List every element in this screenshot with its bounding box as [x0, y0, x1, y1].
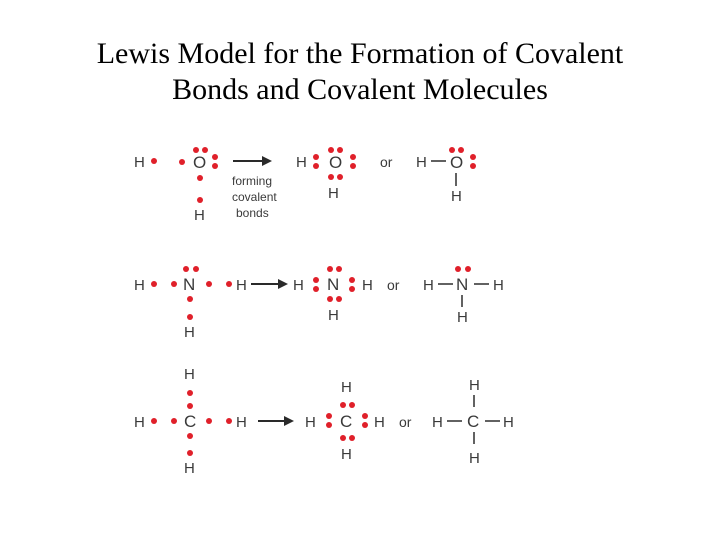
electron	[470, 154, 476, 160]
electron	[336, 266, 342, 272]
ammonia-structural-formula	[423, 266, 504, 326]
electron	[212, 163, 218, 169]
electron	[171, 418, 177, 424]
methane-formula-hydrogen-right: H	[503, 414, 514, 431]
ammonia-reactant-hydrogen-left: H	[134, 277, 145, 294]
electron	[313, 277, 319, 283]
electron	[350, 154, 356, 160]
methane-product-hydrogen-top: H	[341, 379, 352, 396]
electron	[340, 402, 346, 408]
electron	[449, 147, 455, 153]
water-reactant-oxygen: O	[193, 153, 207, 172]
electron	[151, 158, 157, 164]
methane-reactant-hydrogen-right: H	[236, 414, 247, 431]
title-line-2: Bonds and Covalent Molecules	[172, 73, 548, 106]
methane-formula-hydrogen-top: H	[469, 377, 480, 394]
electron	[171, 281, 177, 287]
water-formula-oxygen: O	[450, 153, 464, 172]
ammonia-product-hydrogen-right: H	[362, 277, 373, 294]
water-lewis-dot-structure	[296, 147, 356, 202]
ammonia-product-nitrogen: N	[327, 275, 340, 294]
water-product-oxygen: O	[329, 153, 343, 172]
electron	[458, 147, 464, 153]
methane-reactant-hydrogen-left: H	[134, 414, 145, 431]
electron	[193, 147, 199, 153]
electron	[179, 159, 185, 165]
ammonia-reactant-hydrogen-bottom: H	[184, 324, 195, 341]
ammonia-reactant-nitrogen: N	[183, 275, 196, 294]
electron	[326, 422, 332, 428]
methane-product-hydrogen-right: H	[374, 414, 385, 431]
electron	[328, 174, 334, 180]
electron	[362, 413, 368, 419]
ammonia-product-hydrogen-left: H	[293, 277, 304, 294]
water-reactant-hydrogen-left: H	[134, 154, 145, 171]
electron	[470, 163, 476, 169]
methane-reaction-arrow	[258, 416, 294, 426]
water-formula-hydrogen-bottom: H	[451, 188, 462, 205]
methane-reactants	[134, 366, 247, 477]
electron	[193, 266, 199, 272]
arrow-head	[284, 416, 294, 426]
methane-product-carbon: C	[340, 412, 353, 431]
electron	[327, 266, 333, 272]
methane-or-label: or	[399, 414, 412, 430]
electron	[226, 281, 232, 287]
forming-caption	[232, 174, 277, 220]
electron	[206, 281, 212, 287]
methane-lewis-dot-structure	[305, 379, 385, 463]
ammonia-reactants	[134, 266, 247, 341]
electron	[187, 390, 193, 396]
water-reactant-hydrogen-bottom: H	[194, 207, 205, 224]
ammonia-formula-hydrogen-left: H	[423, 277, 434, 294]
electron	[349, 286, 355, 292]
water-structural-formula	[416, 147, 476, 205]
electron	[187, 450, 193, 456]
title-line-1: Lewis Model for the Formation of Covalent	[96, 37, 624, 70]
electron	[151, 281, 157, 287]
water-product-hydrogen-left: H	[296, 154, 307, 171]
electron	[187, 314, 193, 320]
electron	[212, 154, 218, 160]
methane-formula-hydrogen-bottom: H	[469, 450, 480, 467]
methane-reactant-carbon: C	[184, 412, 197, 431]
electron	[349, 277, 355, 283]
methane-product-hydrogen-left: H	[305, 414, 316, 431]
electron	[202, 147, 208, 153]
arrow-head	[262, 156, 272, 166]
ammonia-or-label: or	[387, 277, 400, 293]
water-reaction-arrow	[233, 156, 272, 166]
water-product-hydrogen-bottom: H	[328, 185, 339, 202]
electron	[349, 435, 355, 441]
caption-line-3: bonds	[236, 206, 269, 220]
caption-line-1: forming	[232, 174, 273, 188]
ammonia-formula-hydrogen-bottom: H	[457, 309, 468, 326]
electron	[197, 175, 203, 181]
electron	[313, 154, 319, 160]
ammonia-reactant-hydrogen-right: H	[236, 277, 247, 294]
electron	[183, 266, 189, 272]
methane-structural-formula	[432, 377, 514, 467]
methane-reactant-hydrogen-top: H	[184, 366, 195, 383]
arrow-head	[278, 279, 288, 289]
electron	[337, 147, 343, 153]
electron	[337, 174, 343, 180]
ammonia-formula-hydrogen-right: H	[493, 277, 504, 294]
caption-line-2: covalent	[232, 190, 277, 204]
electron	[350, 163, 356, 169]
ammonia-product-hydrogen-bottom: H	[328, 307, 339, 324]
methane-formula-hydrogen-left: H	[432, 414, 443, 431]
electron	[326, 413, 332, 419]
electron	[151, 418, 157, 424]
methane-formula-carbon: C	[467, 412, 480, 431]
electron	[187, 296, 193, 302]
electron	[349, 402, 355, 408]
electron	[313, 286, 319, 292]
electron	[328, 147, 334, 153]
electron	[362, 422, 368, 428]
electron	[465, 266, 471, 272]
electron	[197, 197, 203, 203]
electron	[327, 296, 333, 302]
electron	[187, 433, 193, 439]
ammonia-formula-nitrogen: N	[456, 275, 469, 294]
ammonia-reaction-arrow	[251, 279, 288, 289]
electron	[313, 163, 319, 169]
methane-reactant-hydrogen-bottom: H	[184, 460, 195, 477]
water-formula-hydrogen-left: H	[416, 154, 427, 171]
water-or-label: or	[380, 154, 393, 170]
methane-product-hydrogen-bottom: H	[341, 446, 352, 463]
ammonia-lewis-dot-structure	[293, 266, 373, 324]
electron	[455, 266, 461, 272]
water-reactants	[134, 147, 218, 224]
electron	[187, 403, 193, 409]
electron	[206, 418, 212, 424]
electron	[340, 435, 346, 441]
electron	[226, 418, 232, 424]
electron	[336, 296, 342, 302]
